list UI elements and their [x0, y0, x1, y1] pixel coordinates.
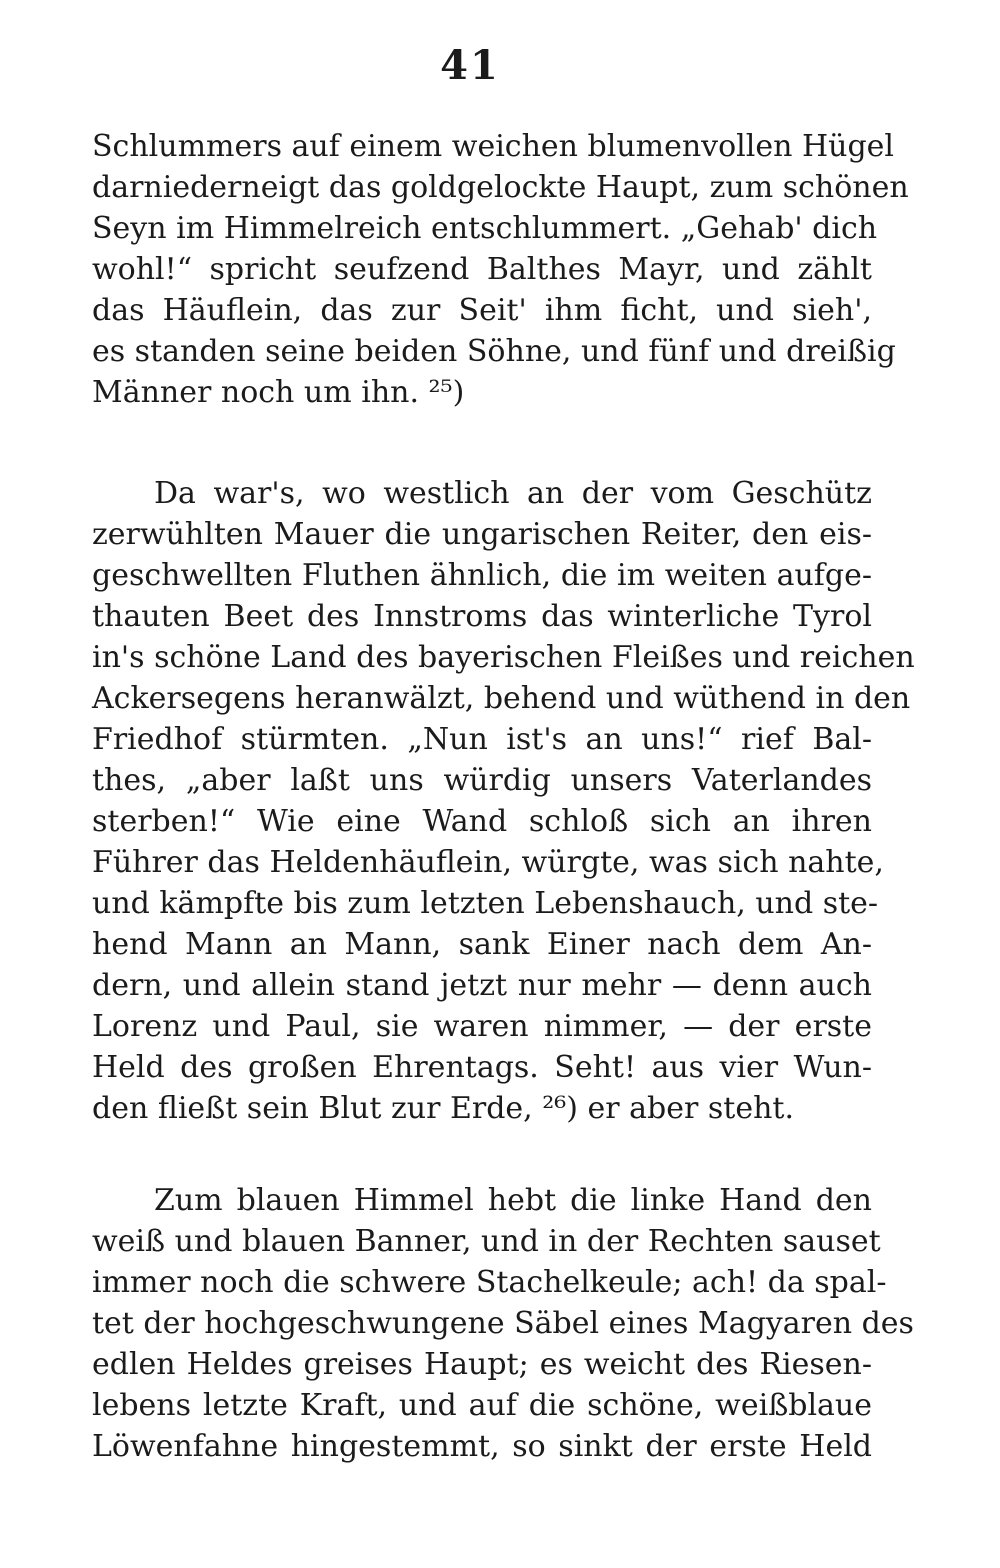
text-line: lebens letzte Kraft, und auf die schöne, weißblaue [92, 1388, 872, 1423]
text-line: Löwenfahne hingestemmt, so sinkt der erste Held [92, 1429, 872, 1464]
text-line: Friedhof stürmten. „Nun ist's an uns!“ rief Bal- [92, 722, 872, 757]
text-line: Schlummers auf einem weichen blumenvollen Hügel [92, 129, 895, 164]
text-line: edlen Heldes greises Haupt; es weicht des Riesen- [92, 1347, 872, 1382]
text-line: weiß und blauen Banner, und in der Rechten sauset [92, 1224, 881, 1259]
text-line: wohl!“ spricht seufzend Balthes Mayr, und zählt [92, 252, 872, 287]
text-line: Lorenz und Paul, sie waren nimmer, — der erste [92, 1009, 872, 1044]
text-line: Führer das Heldenhäuflein, würgte, was sich nahte, [92, 845, 884, 880]
text-line: tet der hochgeschwungene Säbel eines Magyaren des [92, 1306, 914, 1341]
text-line: immer noch die schwere Stachelkeule; ach! da spal- [92, 1265, 887, 1300]
text-line: dern, und allein stand jetzt nur mehr — denn auch [92, 968, 872, 1003]
paragraph [92, 473, 915, 1129]
text-line: thes, „aber laßt uns würdig unsers Vaterlandes [92, 763, 872, 798]
text-line: hend Mann an Mann, sank Einer nach dem An- [92, 927, 872, 962]
text-line: Zum blauen Himmel hebt die linke Hand den [154, 1183, 872, 1218]
text-line: geschwellten Fluthen ähnlich, die im weiten aufge- [92, 558, 872, 593]
text-line: und kämpfte bis zum letzten Lebenshauch, und ste- [92, 886, 879, 921]
text-line: Seyn im Himmelreich entschlummert. „Gehab' dich [92, 211, 878, 246]
text-line: Held des großen Ehrentags. Seht! aus vier Wun- [92, 1050, 872, 1085]
paragraph [92, 1180, 914, 1467]
text-line: es standen seine beiden Söhne, und fünf und dreißig [92, 334, 896, 369]
text-line: Da war's, wo westlich an der vom Geschütz [154, 476, 872, 511]
paragraph [92, 126, 909, 413]
text-line: Männer noch um ihn. ²⁵) [92, 375, 465, 410]
text-line: Ackersegens heranwälzt, behend und wüthend in den [92, 681, 911, 716]
text-line: sterben!“ Wie eine Wand schloß sich an ihren [92, 804, 872, 839]
text-line: in's schöne Land des bayerischen Fleißes und reichen [92, 640, 915, 675]
text-line: darniederneigt das goldgelockte Haupt, zum schönen [92, 170, 909, 205]
text-line: thauten Beet des Innstroms das winterliche Tyrol [92, 599, 872, 634]
text-line: das Häuflein, das zur Seit' ihm ficht, und sieh', [92, 293, 872, 328]
page-number: 41 [440, 42, 500, 89]
text-line: den fließt sein Blut zur Erde, ²⁶) er aber steht. [92, 1091, 794, 1126]
text-line: zerwühlten Mauer die ungarischen Reiter, den eis- [92, 517, 872, 552]
